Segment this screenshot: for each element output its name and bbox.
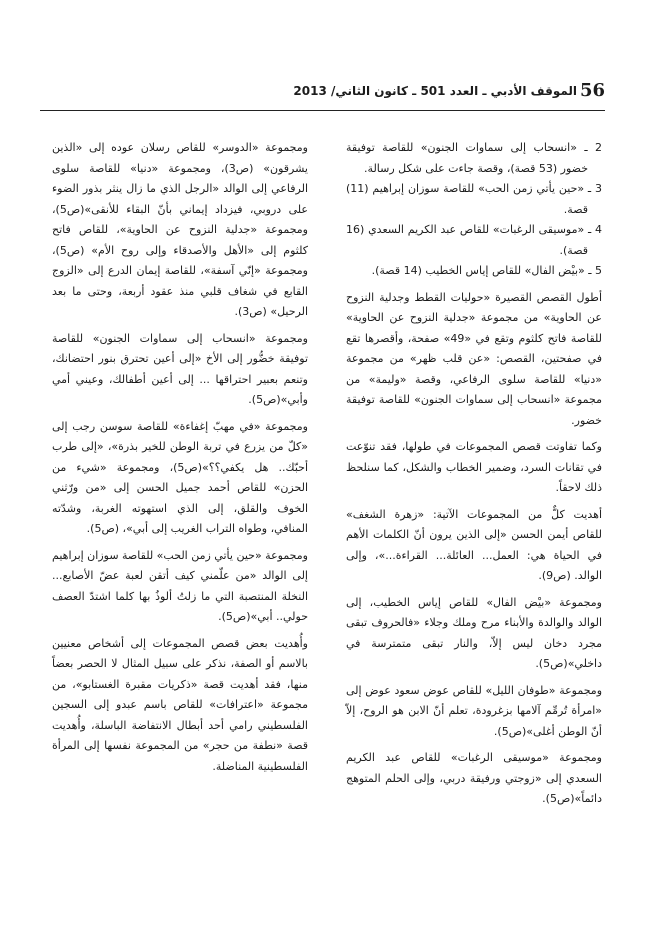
body-paragraph: وأُهديت بعض قصص المجموعات إلى أشخاص معنيين بالاسم أو الصفة، نذكر على سبيل المثال لا الحصر بعضاً منها، فقد أهديت قصة «ذكريات مقبرة الغستابو»، من مجموعة «اعترافات» للقاص باسم عبدو إلى السجين الفلسطيني رامي أحد أبطال الانتفاضة الباسلة، وأُهديت قصة «نطفة من حجر» من المجموعة نفسها إلى المرأة الفلسطينية المناضلة. bbox=[52, 636, 308, 773]
left-column bbox=[52, 138, 308, 783]
list-item: 5 ـ «بيْض الفال» للقاص إياس الخطيب (14 قصة). bbox=[371, 264, 602, 277]
body-paragraph: ومجموعة «انسحاب إلى سماوات الجنون» للقاصة توفيقة خضُّور إلى الأخ «إلى أعين تحترق بنور احتضانك، وتنعم بعبير احتراقها ... إلى أعين أطفالك، وعيني أمي وأبي»(ص5). bbox=[52, 331, 308, 406]
body-paragraph: ومجموعة «طوفان الليل» للقاص عوض سعود عوض إلى «امرأة تُرمِّم آلامها بزغرودة، تعلم أنّ الابن هو الروح، إلاّ أنّ الوطن أغلى»(ص5). bbox=[346, 683, 602, 738]
body-paragraph: ومجموعة «الدوسر» للقاص رسلان عوده إلى «الذين يشرقون» (ص3)، ومجموعة «دنيا» للقاصة سلوى الرفاعي إلى الوالد «الرجل الذي ما زال ينثر بذور الضوء على دروبي، فيزداد إيماني بأنّ البقاء للأنقى»(ص5)، ومجموعة «جدلية النزوح عن الحاوية»، للقاص فاتح كلثوم إلى «الأهل والأصدقاء وإلى روح الأم» (ص5)، ومجموعة «إنّي آسفة»، للقاصة إيمان الدرع إلى «الزوج القابع في شغاف قلبي منذ عقود أربعة، وحتى ما بعد الرحيل» (ص3). bbox=[52, 141, 308, 318]
list-item: 3 ـ «حين يأتي زمن الحب» للقاصة سوزان إبراهيم (11) قصة. bbox=[346, 182, 602, 216]
right-column bbox=[346, 138, 602, 816]
running-title: الموقف الأدبي ـ العدد 501 ـ كانون الثاني/ 2013 bbox=[293, 84, 577, 98]
body-paragraph: أهديت كلٌّ من المجموعات الآتية: «زهرة الشغف» للقاص أيمن الحسن «إلى الذين يرون أنّ الكلمات الأهم في الحياة هي: العمل... العائلة... القراءة...»، وإلى الوالد. (ص9). bbox=[346, 507, 602, 582]
page-number: 56 bbox=[579, 80, 605, 101]
body-paragraph: وكما تفاوتت قصص المجموعات في طولها، فقد تنوّعت في تقانات السرد، وضمير الخطاب والشكل، كما سنلحظ ذلك لاحقاً. bbox=[346, 440, 602, 494]
body-paragraph: أطول القصص القصيرة «حوليات القطط وجدلية النزوح عن الحاوية» من مجموعة «جدلية النزوح عن الحاوية» للقاصة فاتح كلثوم وتقع في «49» صفحة، وأقصرها تقع في صفحتين، القصص: «عن قلب ظهر» من مجموعة «دنيا» للقاصة سلوى الرفاعي، وقصة «وليمة» من مجموعة «انسحاب إلى سماوات الجنون» للقاصة توفيقة خضور. bbox=[346, 290, 602, 427]
list-item: 2 ـ «انسحاب إلى سماوات الجنون» للقاصة توفيقة خضور (53 قصة)، وقصة جاءت على شكل رسالة. bbox=[346, 141, 602, 175]
body-paragraph: ومجموعة «بيْض الفال» للقاص إياس الخطيب، إلى الوالد والوالدة والأبناء مرح وملك وجلاء «فالحروف تبقى مجرد دخان ليس إلاّ، والنار تبقى متمترسة في داخلي»(ص5). bbox=[346, 595, 602, 670]
list-item: 4 ـ «موسيقى الرغبات» للقاص عبد الكريم السعدي (16 قصة). bbox=[346, 223, 602, 257]
body-paragraph: ومجموعة «حين يأتي زمن الحب» للقاصة سوزان إبراهيم إلى الوالد «من علّمني كيف أتقن لعبة عضّ الأصابع... النخلة المنتصبة التي ما زلتُ ألوذُ بها كلما اشتدّ العصف حولي.. أبي»(ص5). bbox=[52, 548, 308, 623]
body-paragraph: ومجموعة «في مهبّ إغفاءة» للقاصة سوسن رجب إلى «كلّ من يزرع في تربة الوطن للخير بذرة»، «إلى طرب أحبّك.. هل يكفي؟؟»(ص5)، ومجموعة «شيء من الحزن» للقاص أحمد جميل الحسن إلى «من ورّثني الخوف والقلق، إلى الذي استهوته الغربة، وشدّته المنافي، وطواه التراب الغريب إلى أبي»، (ص5). bbox=[52, 419, 308, 535]
page-header bbox=[40, 80, 605, 111]
body-paragraph: ومجموعة «موسيقى الرغبات» للقاص عبد الكريم السعدي إلى «زوجتي ورفيقة دربي، وإلى الحلم المتوهج دائماً»(ص5). bbox=[346, 751, 602, 805]
